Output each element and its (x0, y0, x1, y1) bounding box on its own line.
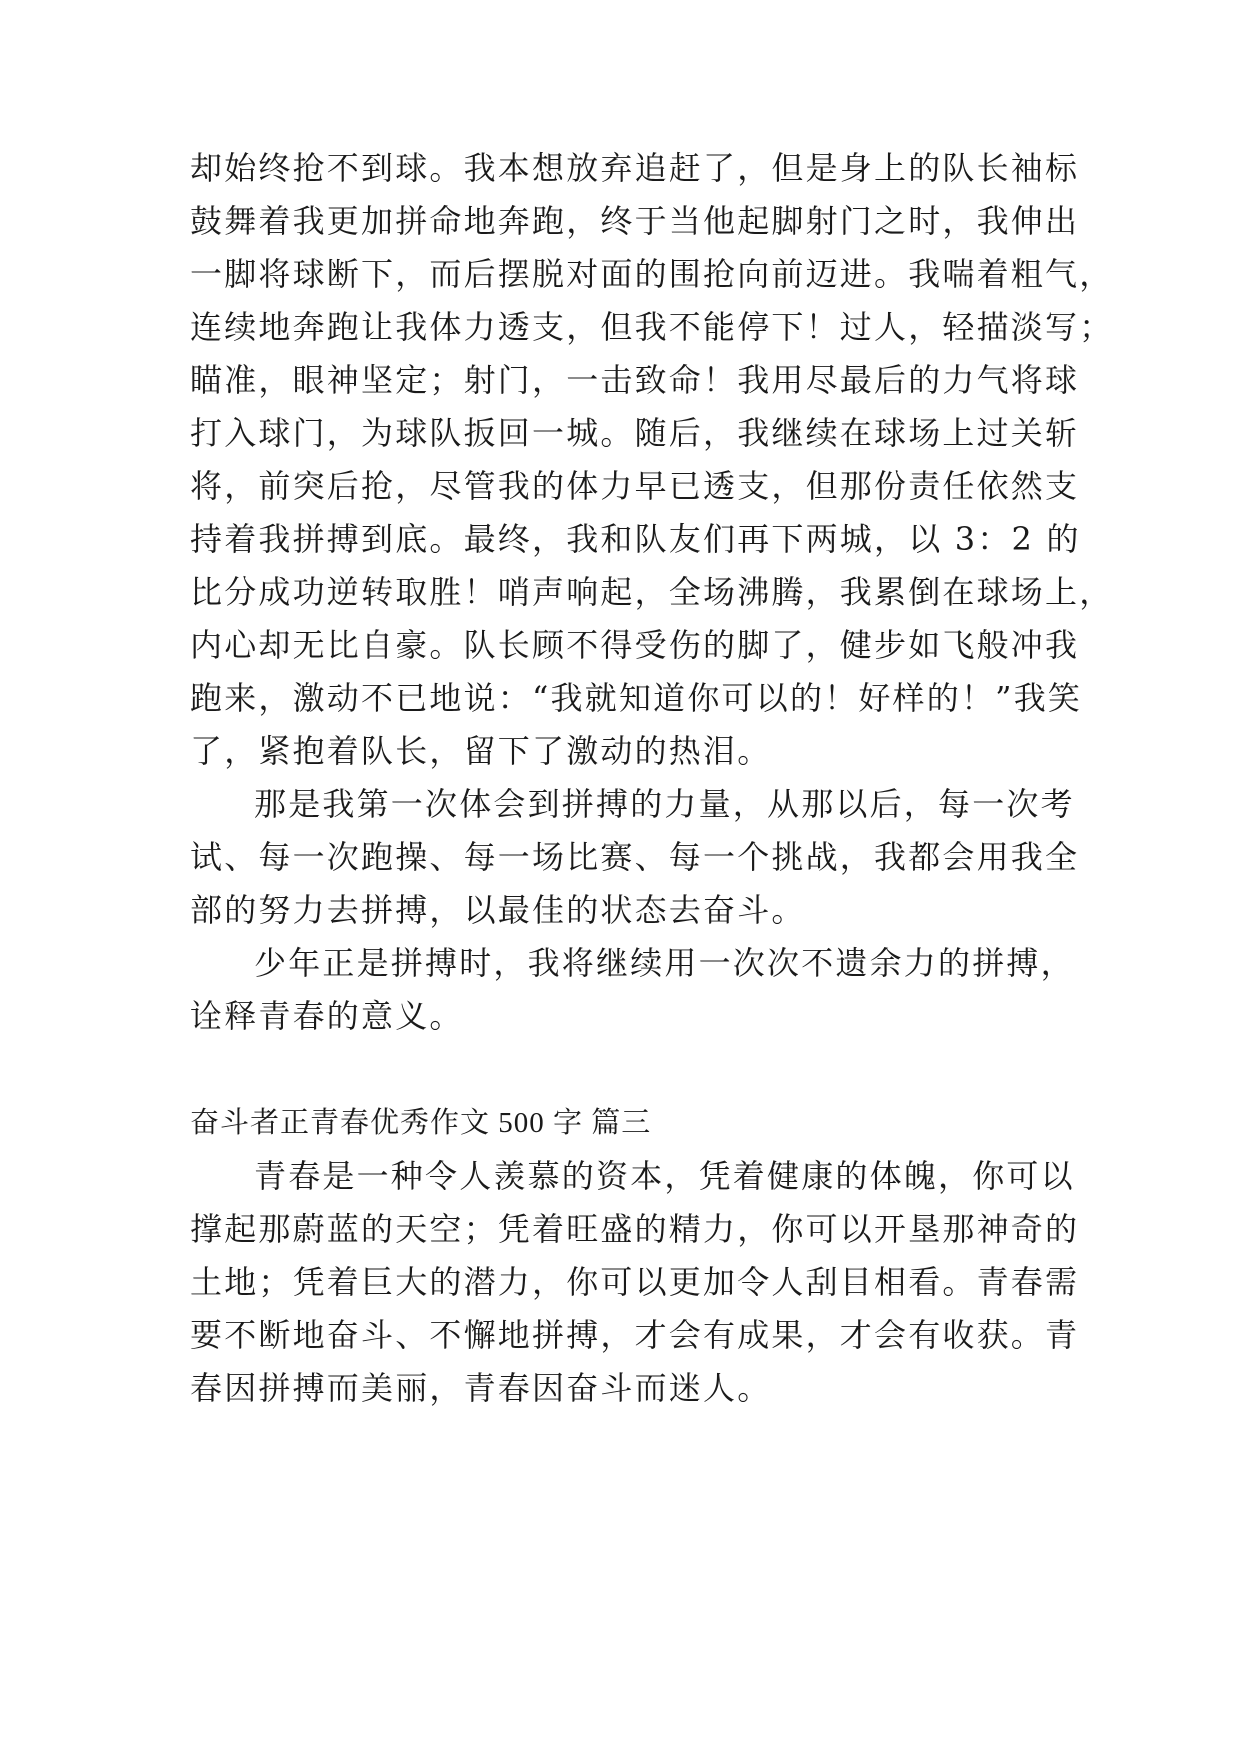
text-line: 将，前突后抢，尽管我的体力早已透支，但那份责任依然支 (190, 467, 1080, 505)
text-line: 鼓舞着我更加拼命地奔跑，终于当他起脚射门之时，我伸出 (190, 202, 1080, 240)
text-line: 试、每一次跑操、每一场比赛、每一个挑战，我都会用我全 (190, 838, 1080, 876)
text-line: 撑起那蔚蓝的天空；凭着旺盛的精力，你可以开垦那神奇的 (190, 1210, 1080, 1248)
text-line: 一脚将球断下，而后摆脱对面的围抢向前迈进。我喘着粗气， (190, 255, 1114, 293)
text-line: 跑来，激动不已地说：“我就知道你可以的！好样的！”我笑 (190, 679, 1083, 717)
text-line: 连续地奔跑让我体力透支，但我不能停下！过人，轻描淡写； (190, 308, 1114, 346)
text-line: 要不断地奋斗、不懈地拼搏，才会有成果，才会有收获。青 (190, 1316, 1080, 1354)
text-line: 瞄准，眼神坚定；射门，一击致命！我用尽最后的力气将球 (190, 361, 1080, 399)
text-line: 那是我第一次体会到拼搏的力量，从那以后，每一次考 (254, 785, 1075, 823)
text-line: 持着我拼搏到底。最终，我和队友们再下两城，以 3：2 的 (190, 520, 1081, 558)
text-line: 青春是一种令人羡慕的资本，凭着健康的体魄，你可以 (254, 1157, 1075, 1195)
text-line: 却始终抢不到球。我本想放弃追赶了，但是身上的队长袖标 (190, 149, 1080, 187)
text-line: 部的努力去拼搏，以最佳的状态去奋斗。 (190, 891, 806, 929)
text-line: 春因拼搏而美丽，青春因奋斗而迷人。 (190, 1369, 772, 1407)
text-line: 内心却无比自豪。队长顾不得受伤的脚了，健步如飞般冲我 (190, 626, 1080, 664)
text-line: 诠释青春的意义。 (190, 997, 464, 1035)
text-line: 比分成功逆转取胜！哨声响起，全场沸腾，我累倒在球场上， (190, 573, 1114, 611)
text-line: 打入球门，为球队扳回一城。随后，我继续在球场上过关斩 (190, 414, 1080, 452)
section-heading: 奋斗者正青春优秀作文 500 字 篇三 (190, 1107, 652, 1139)
text-line: 土地；凭着巨大的潜力，你可以更加令人刮目相看。青春需 (190, 1263, 1080, 1301)
text-line: 了，紧抱着队长，留下了激动的热泪。 (190, 732, 772, 770)
text-line: 少年正是拼搏时，我将继续用一次次不遗余力的拼搏， (254, 944, 1075, 982)
